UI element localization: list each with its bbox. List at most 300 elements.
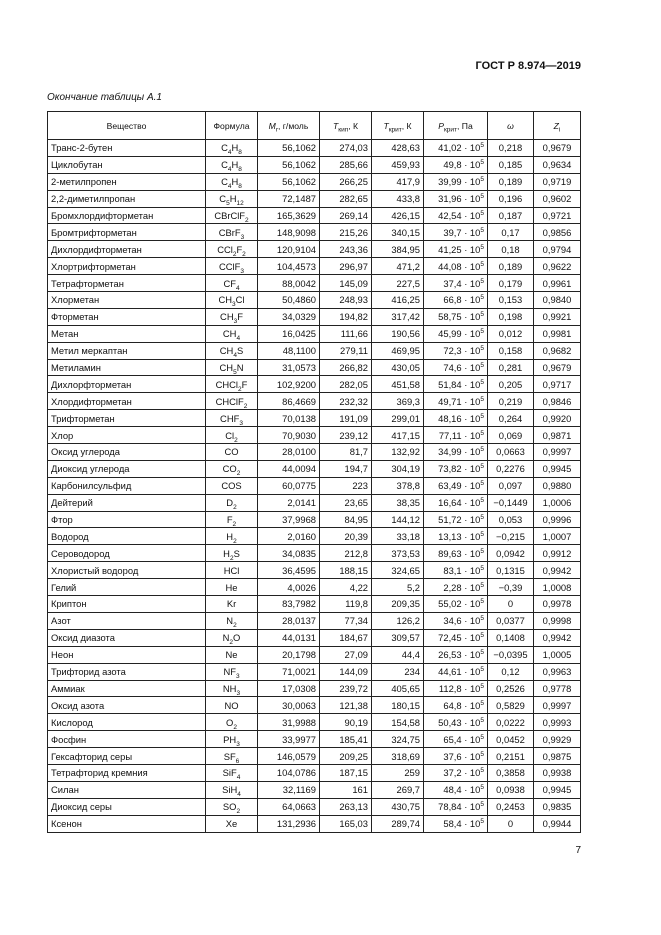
compressibility-cell: 0,9997: [534, 697, 581, 714]
acentric-factor-cell: 0,17: [488, 224, 534, 241]
acentric-factor-cell: 0,158: [488, 342, 534, 359]
critical-temp-cell: 405,65: [372, 680, 424, 697]
critical-pressure-cell: $48,16 \cdot 10^5$: [424, 410, 488, 427]
critical-temp-cell: 132,92: [372, 444, 424, 461]
formula-cell: $CH_4$: [206, 325, 258, 342]
compressibility-cell: 0,9961: [534, 275, 581, 292]
critical-temp-cell: 180,15: [372, 697, 424, 714]
table-row: [48, 680, 581, 697]
table-row: [48, 224, 581, 241]
critical-temp-cell: 190,56: [372, 325, 424, 342]
compressibility-cell: 0,9856: [534, 224, 581, 241]
acentric-factor-cell: 0,3858: [488, 764, 534, 781]
table-row: [48, 612, 581, 629]
molar-mass-cell: 34,0329: [258, 308, 320, 325]
acentric-factor-cell: 0,218: [488, 140, 534, 157]
table-row: [48, 781, 581, 798]
formula-cell: CClF$_3$: [206, 258, 258, 275]
molar-mass-cell: 104,0786: [258, 764, 320, 781]
molar-mass-cell: 56,1062: [258, 140, 320, 157]
boiling-temp-cell: 209,25: [320, 748, 372, 765]
molar-mass-cell: 56,1062: [258, 156, 320, 173]
critical-pressure-cell: $39,99 \cdot 10^5$: [424, 173, 488, 190]
boiling-temp-cell: 20,39: [320, 528, 372, 545]
compressibility-cell: 0,9912: [534, 545, 581, 562]
formula-cell: $C_4H_8$: [206, 140, 258, 157]
compressibility-cell: 0,9944: [534, 815, 581, 832]
table-row: [48, 663, 581, 680]
critical-pressure-cell: $72,45 \cdot 10^5$: [424, 629, 488, 646]
molar-mass-cell: 50,4860: [258, 292, 320, 309]
substance-cell: Бромхлордифторметан: [48, 207, 206, 224]
critical-pressure-cell: $13,13 \cdot 10^5$: [424, 528, 488, 545]
table-row: [48, 376, 581, 393]
boiling-temp-cell: 121,38: [320, 697, 372, 714]
table-row: [48, 207, 581, 224]
substance-cell: Трифторметан: [48, 410, 206, 427]
boiling-temp-cell: 248,93: [320, 292, 372, 309]
critical-temp-cell: 209,35: [372, 596, 424, 613]
substance-cell: Гелий: [48, 579, 206, 596]
molar-mass-cell: 20,1798: [258, 646, 320, 663]
critical-pressure-cell: $64,8 \cdot 10^5$: [424, 697, 488, 714]
compressibility-cell: 0,9875: [534, 748, 581, 765]
compressibility-cell: 1,0007: [534, 528, 581, 545]
compressibility-cell: 0,9679: [534, 359, 581, 376]
critical-temp-cell: 469,95: [372, 342, 424, 359]
formula-cell: COS: [206, 477, 258, 494]
critical-pressure-cell: $63,49 \cdot 10^5$: [424, 477, 488, 494]
boiling-temp-cell: 161: [320, 781, 372, 798]
formula-cell: NO: [206, 697, 258, 714]
critical-temp-cell: 324,65: [372, 562, 424, 579]
compressibility-cell: 0,9717: [534, 376, 581, 393]
substance-cell: Сероводород: [48, 545, 206, 562]
critical-temp-cell: 318,69: [372, 748, 424, 765]
boiling-temp-cell: 285,66: [320, 156, 372, 173]
table-row: [48, 579, 581, 596]
critical-temp-cell: 373,53: [372, 545, 424, 562]
molar-mass-cell: 34,0835: [258, 545, 320, 562]
table-row: [48, 748, 581, 765]
critical-temp-cell: 126,2: [372, 612, 424, 629]
critical-temp-cell: 417,9: [372, 173, 424, 190]
substance-cell: Кислород: [48, 714, 206, 731]
critical-pressure-cell: $2,28 \cdot 10^5$: [424, 579, 488, 596]
substance-cell: Дихлордифторметан: [48, 241, 206, 258]
acentric-factor-cell: 0,2453: [488, 798, 534, 815]
compressibility-cell: 0,9602: [534, 190, 581, 207]
molar-mass-cell: 2,0141: [258, 494, 320, 511]
formula-cell: $CO_2$: [206, 460, 258, 477]
compressibility-cell: 0,9679: [534, 140, 581, 157]
acentric-factor-cell: 0,12: [488, 663, 534, 680]
molar-mass-cell: 16,0425: [258, 325, 320, 342]
table-row: [48, 764, 581, 781]
acentric-factor-cell: 0,198: [488, 308, 534, 325]
acentric-factor-cell: 0,012: [488, 325, 534, 342]
critical-temp-cell: 304,19: [372, 460, 424, 477]
molar-mass-cell: 104,4573: [258, 258, 320, 275]
substance-cell: Хлор: [48, 427, 206, 444]
table-row: [48, 477, 581, 494]
compressibility-cell: 0,9942: [534, 562, 581, 579]
substance-cell: Трифторид азота: [48, 663, 206, 680]
molar-mass-cell: 48,1100: [258, 342, 320, 359]
substance-cell: Метил меркаптан: [48, 342, 206, 359]
table-caption: Окончание таблицы А.1: [47, 92, 162, 103]
table-row: [48, 156, 581, 173]
critical-temp-cell: 384,95: [372, 241, 424, 258]
formula-cell: Ne: [206, 646, 258, 663]
boiling-temp-cell: 212,8: [320, 545, 372, 562]
critical-pressure-cell: $49,71 \cdot 10^5$: [424, 393, 488, 410]
critical-pressure-cell: $16,64 \cdot 10^5$: [424, 494, 488, 511]
critical-pressure-cell: $55,02 \cdot 10^5$: [424, 596, 488, 613]
substance-cell: Азот: [48, 612, 206, 629]
table-row: [48, 815, 581, 832]
substance-cell: Тетрафторметан: [48, 275, 206, 292]
critical-pressure-cell: $42,54 \cdot 10^5$: [424, 207, 488, 224]
critical-pressure-cell: $83,1 \cdot 10^5$: [424, 562, 488, 579]
compressibility-cell: 0,9996: [534, 511, 581, 528]
formula-cell: HCl: [206, 562, 258, 579]
formula-cell: CBrF$_3$: [206, 224, 258, 241]
critical-temp-cell: 428,63: [372, 140, 424, 157]
molar-mass-cell: 2,0160: [258, 528, 320, 545]
critical-temp-cell: 471,2: [372, 258, 424, 275]
table-row: [48, 697, 581, 714]
compressibility-cell: 0,9938: [534, 764, 581, 781]
table-row: [48, 646, 581, 663]
molar-mass-cell: 56,1062: [258, 173, 320, 190]
compressibility-cell: 0,9719: [534, 173, 581, 190]
critical-pressure-cell: $73,82 \cdot 10^5$: [424, 460, 488, 477]
boiling-temp-cell: 243,36: [320, 241, 372, 258]
acentric-factor-cell: 0,179: [488, 275, 534, 292]
molar-mass-cell: 120,9104: [258, 241, 320, 258]
substance-cell: Дихлорфторметан: [48, 376, 206, 393]
compressibility-cell: 0,9981: [534, 325, 581, 342]
substance-cell: Оксид углерода: [48, 444, 206, 461]
table-row: [48, 190, 581, 207]
boiling-temp-cell: 144,09: [320, 663, 372, 680]
acentric-factor-cell: 0,187: [488, 207, 534, 224]
substance-cell: Фторметан: [48, 308, 206, 325]
col-header-acentric-factor: ω: [488, 112, 534, 140]
formula-cell: CBrClF$_2$: [206, 207, 258, 224]
critical-pressure-cell: $51,72 \cdot 10^5$: [424, 511, 488, 528]
formula-cell: $F_2$: [206, 511, 258, 528]
table-row: [48, 444, 581, 461]
formula-cell: $CF_4$: [206, 275, 258, 292]
substance-cell: Оксид азота: [48, 697, 206, 714]
boiling-temp-cell: 4,22: [320, 579, 372, 596]
boiling-temp-cell: 239,72: [320, 680, 372, 697]
molar-mass-cell: 70,0138: [258, 410, 320, 427]
formula-cell: $C_4H_8$: [206, 173, 258, 190]
boiling-temp-cell: 84,95: [320, 511, 372, 528]
table-row: [48, 528, 581, 545]
critical-temp-cell: 378,8: [372, 477, 424, 494]
acentric-factor-cell: 0,1315: [488, 562, 534, 579]
compressibility-cell: 0,9794: [534, 241, 581, 258]
boiling-temp-cell: 215,26: [320, 224, 372, 241]
compressibility-cell: 0,9997: [534, 444, 581, 461]
compressibility-cell: 0,9835: [534, 798, 581, 815]
substance-cell: Неон: [48, 646, 206, 663]
critical-temp-cell: 234: [372, 663, 424, 680]
acentric-factor-cell: 0,189: [488, 258, 534, 275]
acentric-factor-cell: 0,0452: [488, 731, 534, 748]
formula-cell: CHClF$_2$: [206, 393, 258, 410]
boiling-temp-cell: 187,15: [320, 764, 372, 781]
critical-temp-cell: 154,58: [372, 714, 424, 731]
critical-temp-cell: 324,75: [372, 731, 424, 748]
table-row: [48, 359, 581, 376]
boiling-temp-cell: 296,97: [320, 258, 372, 275]
acentric-factor-cell: 0,0938: [488, 781, 534, 798]
boiling-temp-cell: 81,7: [320, 444, 372, 461]
critical-pressure-cell: $66,8 \cdot 10^5$: [424, 292, 488, 309]
substance-cell: Хлортрифторметан: [48, 258, 206, 275]
boiling-temp-cell: 77,34: [320, 612, 372, 629]
critical-temp-cell: 44,4: [372, 646, 424, 663]
substance-cell: Метан: [48, 325, 206, 342]
boiling-temp-cell: 269,14: [320, 207, 372, 224]
acentric-factor-cell: 0,0663: [488, 444, 534, 461]
table-row: [48, 460, 581, 477]
table-row: [48, 308, 581, 325]
molar-mass-cell: 4,0026: [258, 579, 320, 596]
col-header-molar-mass: $M_r$, г/моль: [258, 112, 320, 140]
table-row: [48, 292, 581, 309]
acentric-factor-cell: 0,189: [488, 173, 534, 190]
boiling-temp-cell: 185,41: [320, 731, 372, 748]
acentric-factor-cell: 0,205: [488, 376, 534, 393]
formula-cell: $CCl_2F_2$: [206, 241, 258, 258]
boiling-temp-cell: 145,09: [320, 275, 372, 292]
molar-mass-cell: 83,7982: [258, 596, 320, 613]
acentric-factor-cell: 0,196: [488, 190, 534, 207]
substance-cell: Фосфин: [48, 731, 206, 748]
critical-temp-cell: 259: [372, 764, 424, 781]
critical-temp-cell: 417,15: [372, 427, 424, 444]
boiling-temp-cell: 111,66: [320, 325, 372, 342]
critical-pressure-cell: $78,84 \cdot 10^5$: [424, 798, 488, 815]
formula-cell: $PH_3$: [206, 731, 258, 748]
table-row: [48, 545, 581, 562]
substance-cell: Дейтерий: [48, 494, 206, 511]
formula-cell: $SF_6$: [206, 748, 258, 765]
formula-cell: Kr: [206, 596, 258, 613]
critical-temp-cell: 227,5: [372, 275, 424, 292]
boiling-temp-cell: 165,03: [320, 815, 372, 832]
acentric-factor-cell: 0,0942: [488, 545, 534, 562]
boiling-temp-cell: 239,12: [320, 427, 372, 444]
table-row: [48, 494, 581, 511]
acentric-factor-cell: −0,1449: [488, 494, 534, 511]
table-row: [48, 731, 581, 748]
table-row: [48, 798, 581, 815]
table-row: [48, 342, 581, 359]
substance-cell: Транс-2-бутен: [48, 140, 206, 157]
acentric-factor-cell: 0,281: [488, 359, 534, 376]
table-row: [48, 258, 581, 275]
molar-mass-cell: 37,9968: [258, 511, 320, 528]
compressibility-cell: 0,9622: [534, 258, 581, 275]
critical-pressure-cell: $49,8 \cdot 10^5$: [424, 156, 488, 173]
acentric-factor-cell: 0,5829: [488, 697, 534, 714]
critical-pressure-cell: $37,6 \cdot 10^5$: [424, 748, 488, 765]
formula-cell: $CH_3F$: [206, 308, 258, 325]
molar-mass-cell: 148,9098: [258, 224, 320, 241]
acentric-factor-cell: 0,0222: [488, 714, 534, 731]
formula-cell: CHCl$_2$F: [206, 376, 258, 393]
critical-temp-cell: 340,15: [372, 224, 424, 241]
molar-mass-cell: 64,0663: [258, 798, 320, 815]
critical-temp-cell: 289,74: [372, 815, 424, 832]
compressibility-cell: 0,9945: [534, 460, 581, 477]
critical-pressure-cell: $58,4 \cdot 10^5$: [424, 815, 488, 832]
molar-mass-cell: 44,0094: [258, 460, 320, 477]
table-row: [48, 562, 581, 579]
formula-cell: $NF_3$: [206, 663, 258, 680]
formula-cell: $CH_3Cl$: [206, 292, 258, 309]
critical-temp-cell: 430,05: [372, 359, 424, 376]
critical-temp-cell: 459,93: [372, 156, 424, 173]
substance-cell: Аммиак: [48, 680, 206, 697]
compressibility-cell: 0,9846: [534, 393, 581, 410]
molar-mass-cell: 165,3629: [258, 207, 320, 224]
compressibility-cell: 1,0008: [534, 579, 581, 596]
molar-mass-cell: 71,0021: [258, 663, 320, 680]
boiling-temp-cell: 274,03: [320, 140, 372, 157]
col-header-substance: Вещество: [48, 112, 206, 140]
critical-temp-cell: 430,75: [372, 798, 424, 815]
formula-cell: $N_2O$: [206, 629, 258, 646]
acentric-factor-cell: 0,2526: [488, 680, 534, 697]
formula-cell: SiF$_4$: [206, 764, 258, 781]
critical-pressure-cell: $41,02 \cdot 10^5$: [424, 140, 488, 157]
properties-table: [47, 111, 581, 833]
acentric-factor-cell: 0: [488, 596, 534, 613]
compressibility-cell: 1,0005: [534, 646, 581, 663]
formula-cell: $N_2$: [206, 612, 258, 629]
boiling-temp-cell: 23,65: [320, 494, 372, 511]
compressibility-cell: 0,9998: [534, 612, 581, 629]
acentric-factor-cell: 0,264: [488, 410, 534, 427]
critical-temp-cell: 369,3: [372, 393, 424, 410]
critical-pressure-cell: $74,6 \cdot 10^5$: [424, 359, 488, 376]
acentric-factor-cell: 0: [488, 815, 534, 832]
substance-cell: Хлорметан: [48, 292, 206, 309]
critical-pressure-cell: $41,25 \cdot 10^5$: [424, 241, 488, 258]
critical-pressure-cell: $31,96 \cdot 10^5$: [424, 190, 488, 207]
table-row: [48, 173, 581, 190]
compressibility-cell: 0,9871: [534, 427, 581, 444]
acentric-factor-cell: 0,219: [488, 393, 534, 410]
compressibility-cell: 0,9721: [534, 207, 581, 224]
molar-mass-cell: 88,0042: [258, 275, 320, 292]
compressibility-cell: 0,9945: [534, 781, 581, 798]
table-row: [48, 427, 581, 444]
substance-cell: Циклобутан: [48, 156, 206, 173]
molar-mass-cell: 60,0775: [258, 477, 320, 494]
formula-cell: $H_2$: [206, 528, 258, 545]
formula-cell: He: [206, 579, 258, 596]
compressibility-cell: 0,9920: [534, 410, 581, 427]
boiling-temp-cell: 263,13: [320, 798, 372, 815]
critical-temp-cell: 38,35: [372, 494, 424, 511]
table-row: [48, 410, 581, 427]
substance-cell: 2-метилпропен: [48, 173, 206, 190]
molar-mass-cell: 86,4669: [258, 393, 320, 410]
boiling-temp-cell: 279,11: [320, 342, 372, 359]
formula-cell: $CH_5N$: [206, 359, 258, 376]
formula-cell: $C_4H_8$: [206, 156, 258, 173]
acentric-factor-cell: 0,153: [488, 292, 534, 309]
critical-temp-cell: 416,25: [372, 292, 424, 309]
boiling-temp-cell: 282,65: [320, 190, 372, 207]
critical-pressure-cell: $89,63 \cdot 10^5$: [424, 545, 488, 562]
critical-pressure-cell: $34,6 \cdot 10^5$: [424, 612, 488, 629]
substance-cell: Карбонилсульфид: [48, 477, 206, 494]
formula-cell: $O_2$: [206, 714, 258, 731]
acentric-factor-cell: 0,1408: [488, 629, 534, 646]
acentric-factor-cell: −0,0395: [488, 646, 534, 663]
critical-pressure-cell: $39,7 \cdot 10^5$: [424, 224, 488, 241]
boiling-temp-cell: 194,82: [320, 308, 372, 325]
acentric-factor-cell: 0,185: [488, 156, 534, 173]
acentric-factor-cell: −0,215: [488, 528, 534, 545]
critical-temp-cell: 451,58: [372, 376, 424, 393]
critical-pressure-cell: $37,2 \cdot 10^5$: [424, 764, 488, 781]
critical-temp-cell: 426,15: [372, 207, 424, 224]
boiling-temp-cell: 27,09: [320, 646, 372, 663]
boiling-temp-cell: 119,8: [320, 596, 372, 613]
table-row: [48, 393, 581, 410]
formula-cell: $NH_3$: [206, 680, 258, 697]
formula-cell: $CH_4S$: [206, 342, 258, 359]
acentric-factor-cell: −0,39: [488, 579, 534, 596]
critical-temp-cell: 144,12: [372, 511, 424, 528]
substance-cell: Водород: [48, 528, 206, 545]
critical-temp-cell: 317,42: [372, 308, 424, 325]
critical-pressure-cell: $58,75 \cdot 10^5$: [424, 308, 488, 325]
boiling-temp-cell: 184,67: [320, 629, 372, 646]
table-row: [48, 275, 581, 292]
molar-mass-cell: 17,0308: [258, 680, 320, 697]
molar-mass-cell: 146,0579: [258, 748, 320, 765]
substance-cell: Криптон: [48, 596, 206, 613]
boiling-temp-cell: 282,05: [320, 376, 372, 393]
acentric-factor-cell: 0,18: [488, 241, 534, 258]
critical-pressure-cell: $44,61 \cdot 10^5$: [424, 663, 488, 680]
molar-mass-cell: 102,9200: [258, 376, 320, 393]
substance-cell: Хлордифторметан: [48, 393, 206, 410]
critical-pressure-cell: $45,99 \cdot 10^5$: [424, 325, 488, 342]
critical-pressure-cell: $50,43 \cdot 10^5$: [424, 714, 488, 731]
compressibility-cell: 0,9963: [534, 663, 581, 680]
compressibility-cell: 0,9634: [534, 156, 581, 173]
molar-mass-cell: 44,0131: [258, 629, 320, 646]
acentric-factor-cell: 0,097: [488, 477, 534, 494]
page-number: 7: [575, 845, 581, 856]
critical-pressure-cell: $34,99 \cdot 10^5$: [424, 444, 488, 461]
critical-temp-cell: 269,7: [372, 781, 424, 798]
molar-mass-cell: 70,9030: [258, 427, 320, 444]
